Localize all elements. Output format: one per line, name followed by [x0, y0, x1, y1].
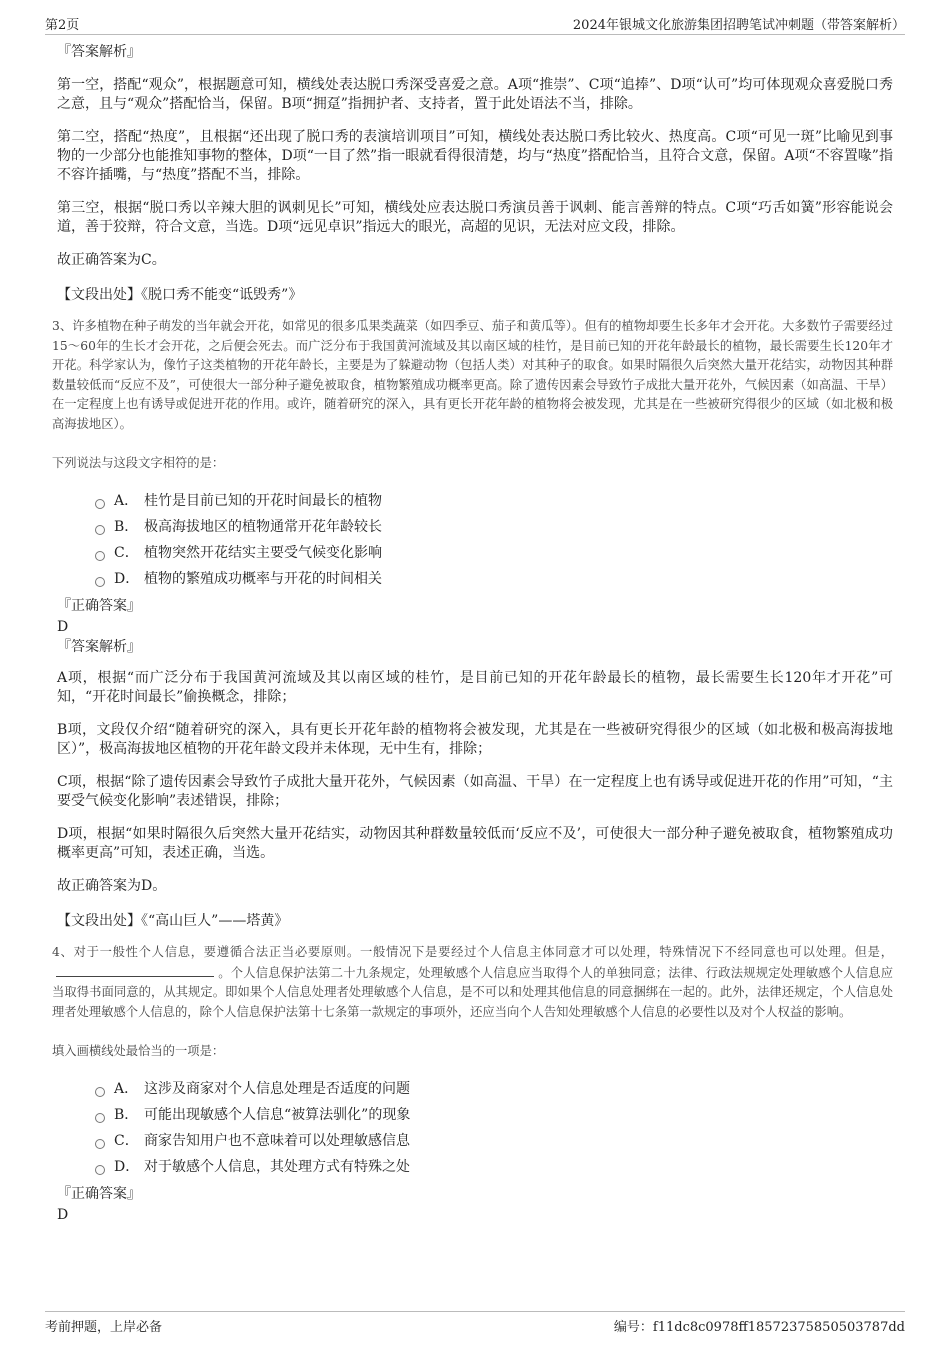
page-footer: [45, 1311, 905, 1335]
document-id: 编号：f11dc8c0978ff18572375850503787dd: [613, 1320, 905, 1335]
correct-answer: D: [57, 619, 69, 635]
question-text: 4、对于一般性个人信息，要遵循合法正当必要原则。一般情况下是要经过个人信息主体同意才可以处理，特殊情况下不经同意也可以处理。但是，。个人信息保护法第二十九条规定，处理敏感个人信息应当取得个人的单独同意；法律、行政法规规定处理敏感个人信息应当取得书面同意的，从其规定。即如果个人信息处理者处理敏感个人信息，是不可以和处理其他信息的同意捆绑在一起的。此外，法律还规定，个人信息处理者处理敏感个人信息的，除个人信息保护法第十七条第一款规定的事项外，还应当向个人告知处理敏感个人信息的必要性以及对个人权益的影响。: [52, 945, 893, 1019]
radio-icon[interactable]: [95, 1087, 105, 1097]
radio-icon[interactable]: [95, 499, 105, 509]
question-4: [52, 943, 893, 1225]
analysis-label: 『答案解析』: [57, 44, 141, 60]
document-title: 2024年银城文化旅游集团招聘笔试冲刺题（带答案解析）: [572, 18, 905, 33]
source-citation: 【文段出处】《“高山巨人”——塔黄》: [57, 913, 289, 929]
analysis-paragraph: A项，根据“而广泛分布于我国黄河流域及其以南区域的桂竹，是目前已知的开花年龄最长的植物，最长需要生长120年才开花”可知，“开花时间最长”偷换概念，排除；: [57, 670, 893, 705]
correct-answer-label: 『正确答案』: [57, 1186, 141, 1202]
option-a[interactable]: A． 桂竹是目前已知的开花时间最长的植物: [95, 488, 893, 514]
option-d[interactable]: D． 植物的繁殖成功概率与开花的时间相关: [95, 566, 893, 592]
analysis-paragraph: C项，根据“除了遗传因素会导致竹子成批大量开花外，气候因素（如高温、干旱）在一定程度上也有诱导或促进开花的作用”可知，“主要受气候变化影响”表述错误，排除；: [57, 774, 893, 809]
page-content: [52, 42, 893, 1225]
correct-answer-label: 『正确答案』: [57, 598, 141, 614]
radio-icon[interactable]: [95, 1165, 105, 1175]
question-prompt: 填入画横线处最恰当的一项是：: [52, 1044, 225, 1058]
correct-answer: D: [57, 1207, 69, 1223]
option-b[interactable]: B． 可能出现敏感个人信息“被算法驯化”的现象: [95, 1102, 893, 1128]
radio-icon[interactable]: [95, 577, 105, 587]
analysis-paragraph: 第二空，搭配“热度”，且根据“还出现了脱口秀的表演培训项目”可知，横线处表达脱口秀比较火、热度高。C项“可见一斑”比喻见到事物的一少部分也能推知事物的整体，D项“一目了然”指一眼就看得很清楚，均与“热度”搭配恰当，且符合文意，保留。A项“不容置喙”指不容许插嘴，与“热度”搭配不当，排除。: [57, 129, 893, 183]
radio-icon[interactable]: [95, 1139, 105, 1149]
option-list: [57, 1076, 893, 1180]
analysis-label: 『答案解析』: [57, 639, 141, 655]
fill-blank: [56, 963, 214, 977]
radio-icon[interactable]: [95, 525, 105, 535]
radio-icon[interactable]: [95, 551, 105, 561]
analysis-paragraph: B项，文段仅介绍“随着研究的深入，具有更长开花年龄的植物将会被发现，尤其是在一些被研究得很少的区域（如北极和极高海拔地区）”，极高海拔地区植物的开花年龄文段并未体现，无中生有，排除；: [57, 722, 893, 757]
question-3: [52, 317, 893, 931]
question-prompt: 下列说法与这段文字相符的是：: [52, 456, 225, 470]
analysis-conclusion: 故正确答案为D。: [57, 878, 167, 894]
footer-slogan: 考前押题，上岸必备: [45, 1320, 163, 1335]
analysis-conclusion: 故正确答案为C。: [57, 252, 166, 268]
analysis-paragraph: D项，根据“如果时隔很久后突然大量开花结实，动物因其种群数量较低而‘反应不及’，可使很大一部分种子避免被取食，植物繁殖成功概率更高”可知，表述正确，当选。: [57, 826, 893, 861]
page-number: 第2页: [45, 18, 80, 33]
option-b[interactable]: B． 极高海拔地区的植物通常开花年龄较长: [95, 514, 893, 540]
page-header: [45, 14, 905, 35]
analysis-paragraph: 第三空，根据“脱口秀以辛辣大胆的讽刺见长”可知，横线处应表达脱口秀演员善于讽刺、能言善辩的特点。C项“巧舌如簧”形容能说会道，善于狡辩，符合文意，当选。D项“远见卓识”指远大的眼光，高超的见识，无法对应文段，排除。: [57, 200, 893, 235]
option-d[interactable]: D． 对于敏感个人信息，其处理方式有特殊之处: [95, 1154, 893, 1180]
question-2-analysis: [57, 42, 893, 305]
option-c[interactable]: C． 植物突然开花结实主要受气候变化影响: [95, 540, 893, 566]
option-c[interactable]: C． 商家告知用户也不意味着可以处理敏感信息: [95, 1128, 893, 1154]
option-a[interactable]: A． 这涉及商家对个人信息处理是否适度的问题: [95, 1076, 893, 1102]
radio-icon[interactable]: [95, 1113, 105, 1123]
option-list: [57, 488, 893, 592]
question-text: 3、许多植物在种子萌发的当年就会开花，如常见的很多瓜果类蔬菜（如四季豆、茄子和黄瓜等）。但有的植物却要生长多年才会开花。大多数竹子需要经过15～60年的生长才会开花，之后便会死去。而广泛分布于我国黄河流域及其以南区域的桂竹，是目前已知的开花年龄最长的植物，最长需要生长120年才开花。科学家认为，像竹子这类植物的开花年龄长，主要是为了躲避动物（包括人类）对其种子的取食。如果时隔很久后突然大量开花结实，动物因其种群数量较低而“反应不及”，可使很大一部分种子避免被取食，植物繁殖成功概率更高。除了遗传因素会导致竹子成批大量开花外，气候因素（如高温、干旱）在一定程度上也有诱导或促进开花的作用。或许，随着研究的深入，具有更长开花年龄的植物将会被发现，尤其是在一些被研究得很少的区域（如北极和极高海拔地区）。: [52, 319, 893, 431]
analysis-paragraph: 第一空，搭配“观众”，根据题意可知，横线处表达脱口秀深受喜爱之意。A项“推崇”、C项“追捧”、D项“认可”均可体现观众喜爱脱口秀之意，且与“观众”搭配恰当，保留。B项“拥趸”指拥护者、支持者，置于此处语法不当，排除。: [57, 77, 893, 112]
source-citation: 【文段出处】《脱口秀不能变“诋毁秀”》: [57, 287, 303, 303]
